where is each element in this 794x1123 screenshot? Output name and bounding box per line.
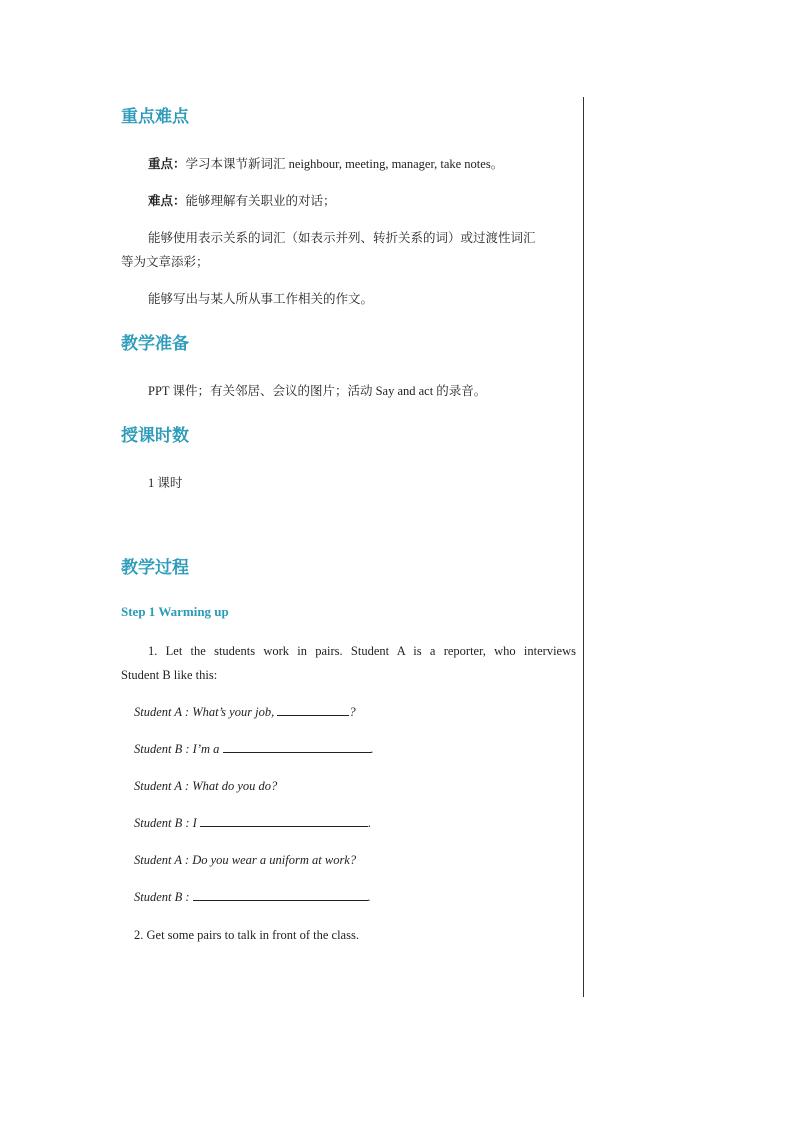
- focus-line: [121, 152, 576, 176]
- dialogue-line-5: Student A : Do you wear a uniform at work?: [134, 853, 357, 867]
- heading-process: 教学过程: [121, 558, 189, 578]
- dialogue-line-1-text: Student A : What’s your job,: [134, 705, 278, 719]
- dialogue-line-4-text: Student B : I: [134, 816, 200, 830]
- difficulty-line-2b: 等为文章添彩；: [121, 255, 209, 269]
- margin-rule: [583, 97, 584, 997]
- dialogue-line-6-text: Student B :: [134, 890, 193, 904]
- dialogue-line-1: [121, 701, 576, 723]
- hours-text: 1 课时: [148, 476, 183, 490]
- difficulty-line-2a: 能够使用表示关系的词汇（如表示并列、转折关系的词）或过渡性词汇: [148, 231, 536, 245]
- step1-title: Step 1 Warming up: [121, 604, 229, 619]
- dialogue-line-2-text: Student B : I’m a: [134, 742, 223, 756]
- item1-line2: Student B like this:: [121, 668, 218, 682]
- dialogue-line-4-end: .: [367, 816, 372, 830]
- item1-line1: 1. Let the students work in pairs. Student A is a reporter, who interviews: [148, 644, 576, 658]
- difficulty-text: 能够理解有关职业的对话；: [185, 194, 336, 208]
- dialogue-line-6: [121, 886, 576, 908]
- dialogue-line-4: [121, 812, 576, 834]
- dialogue-line-2-end: .: [370, 742, 374, 756]
- difficulty-line-3: 能够写出与某人所从事工作相关的作文。: [148, 292, 374, 306]
- blank-4: [193, 887, 368, 901]
- difficulty-line: [121, 189, 576, 213]
- focus-text: 学习本课节新词汇 neighbour, meeting, manager, take notes。: [185, 157, 504, 171]
- heading-hours: 授课时数: [121, 426, 189, 446]
- difficulty-label: 难点：: [148, 194, 186, 208]
- blank-2: [223, 739, 371, 753]
- focus-label: 重点：: [148, 157, 186, 171]
- heading-preparation: 教学准备: [121, 334, 189, 354]
- heading-key-points: 重点难点: [121, 107, 189, 127]
- item2: 2. Get some pairs to talk in front of the class.: [134, 928, 359, 942]
- dialogue-line-3: Student A : What do you do?: [134, 779, 278, 793]
- blank-1: [277, 702, 349, 716]
- dialogue-line-1-end: ?: [349, 705, 356, 719]
- dialogue-line-2: [121, 738, 576, 760]
- page-content: [121, 104, 576, 947]
- preparation-text: PPT 课件；有关邻居、会议的图片；活动 Say and act 的录音。: [148, 384, 487, 398]
- blank-3: [200, 813, 368, 827]
- dialogue-line-6-end: .: [367, 890, 371, 904]
